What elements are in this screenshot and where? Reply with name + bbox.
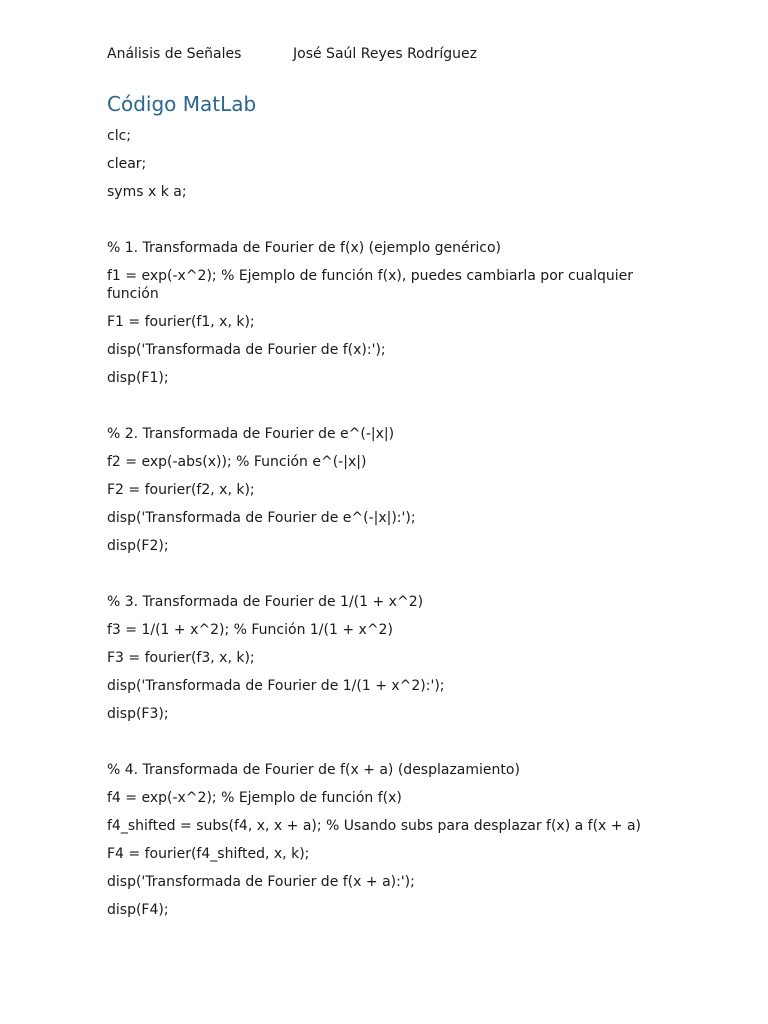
code-line: disp(F4); — [107, 902, 169, 918]
code-line: % 1. Transformada de Fourier de f(x) (ejemplo genérico) — [107, 240, 502, 256]
code-line: disp(F2); — [107, 538, 169, 554]
code-line: f4_shifted = subs(f4, x, x + a); % Usando subs para desplazar f(x) a f(x + a) — [107, 818, 641, 834]
blank-line — [107, 211, 667, 229]
code-line: f4 = exp(-x^2); % Ejemplo de función f(x) — [107, 790, 402, 806]
code-line: syms x k a; — [107, 184, 187, 200]
code-line: % 4. Transformada de Fourier de f(x + a) (desplazamiento) — [107, 762, 520, 778]
blank-line — [107, 733, 667, 751]
code-line: disp('Transformada de Fourier de 1/(1 + x^2):'); — [107, 678, 445, 694]
code-line: F4 = fourier(f4_shifted, x, k); — [107, 846, 310, 862]
page-header — [107, 45, 667, 65]
code-line: f2 = exp(-abs(x)); % Función e^(-|x|) — [107, 454, 367, 470]
blank-line — [107, 565, 667, 583]
code-line: clear; — [107, 156, 147, 172]
code-line: % 3. Transformada de Fourier de 1/(1 + x^2) — [107, 594, 424, 610]
code-line: f1 = exp(-x^2); % Ejemplo de función f(x), puedes cambiarla por cualquier función — [107, 268, 638, 302]
code-line: disp('Transformada de Fourier de e^(-|x|):'); — [107, 510, 416, 526]
code-line: disp('Transformada de Fourier de f(x):'); — [107, 342, 386, 358]
code-line: % 2. Transformada de Fourier de e^(-|x|) — [107, 426, 395, 442]
course-name: Análisis de Señales — [107, 46, 242, 62]
code-line: disp(F3); — [107, 706, 169, 722]
matlab-code-block — [107, 127, 667, 929]
code-line: disp('Transformada de Fourier de f(x + a):'); — [107, 874, 415, 890]
code-line: F2 = fourier(f2, x, k); — [107, 482, 255, 498]
code-line: clc; — [107, 128, 132, 144]
section-title: Código MatLab — [107, 92, 257, 116]
code-line: f3 = 1/(1 + x^2); % Función 1/(1 + x^2) — [107, 622, 393, 638]
code-line: F1 = fourier(f1, x, k); — [107, 314, 255, 330]
code-line: F3 = fourier(f3, x, k); — [107, 650, 255, 666]
author-name: José Saúl Reyes Rodríguez — [293, 46, 478, 62]
code-line: disp(F1); — [107, 370, 169, 386]
blank-line — [107, 397, 667, 415]
